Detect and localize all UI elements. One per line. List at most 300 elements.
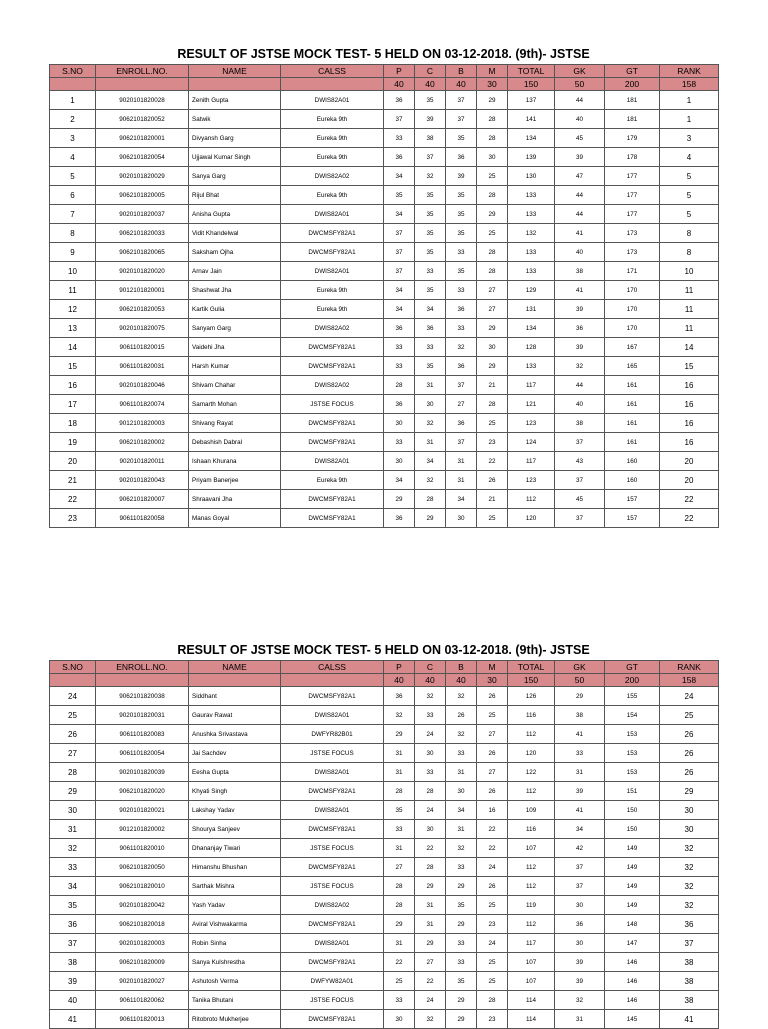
table-cell: Shashwat Jha: [189, 281, 281, 300]
table-cell: 122: [508, 763, 555, 782]
table-cell: 29: [477, 357, 508, 376]
table-cell: 107: [508, 953, 555, 972]
table-cell: 27: [415, 953, 446, 972]
table-cell: 121: [508, 395, 555, 414]
table-cell: 145: [605, 1010, 660, 1029]
table-cell: Eureka 9th: [281, 281, 384, 300]
table-cell: 26: [477, 687, 508, 706]
table-cell: 24: [415, 991, 446, 1010]
table-cell: 31: [384, 839, 415, 858]
table-cell: 20: [660, 471, 719, 490]
table-cell: 116: [508, 820, 555, 839]
table-cell: 35: [384, 801, 415, 820]
max-marks-cell: 150: [508, 78, 555, 91]
table-cell: 28: [477, 395, 508, 414]
table-cell: 5: [660, 167, 719, 186]
table-cell: 181: [605, 91, 660, 110]
table-cell: 146: [605, 972, 660, 991]
table-cell: 36: [555, 915, 605, 934]
table-cell: Divyansh Garg: [189, 129, 281, 148]
table-cell: 16: [477, 801, 508, 820]
table-cell: 11: [50, 281, 96, 300]
table-cell: 37: [555, 877, 605, 896]
table-cell: 33: [446, 953, 477, 972]
table-cell: Saksham Ojha: [189, 243, 281, 262]
table-cell: 129: [508, 281, 555, 300]
table-row: [50, 858, 719, 877]
table-cell: 133: [508, 262, 555, 281]
table-cell: 112: [508, 915, 555, 934]
table-cell: Shraavani Jha: [189, 490, 281, 509]
table-cell: 43: [555, 452, 605, 471]
table-cell: Manas Goyal: [189, 509, 281, 528]
table-cell: 29: [477, 205, 508, 224]
table-cell: 8: [50, 224, 96, 243]
table-cell: Debashish Dabral: [189, 433, 281, 452]
table-cell: 36: [660, 915, 719, 934]
table-cell: 134: [508, 129, 555, 148]
table-cell: 31: [446, 820, 477, 839]
table-cell: 137: [508, 91, 555, 110]
table-cell: 9061101820074: [96, 395, 189, 414]
table-cell: 36: [446, 357, 477, 376]
column-header: ENROLL.NO.: [96, 65, 189, 78]
table-cell: 157: [605, 509, 660, 528]
column-header: ENROLL.NO.: [96, 661, 189, 674]
table-cell: 28: [477, 243, 508, 262]
table-cell: 12: [50, 300, 96, 319]
table-cell: DWCMSFY82A1: [281, 953, 384, 972]
table-cell: 149: [605, 877, 660, 896]
table-cell: 39: [415, 110, 446, 129]
table-cell: 9020101820042: [96, 896, 189, 915]
table-cell: 4: [660, 148, 719, 167]
table-cell: Jai Sachdev: [189, 744, 281, 763]
table-cell: 28: [415, 782, 446, 801]
table-cell: DWIS82A02: [281, 896, 384, 915]
table-row: [50, 91, 719, 110]
table-cell: 36: [384, 319, 415, 338]
table-cell: 30: [415, 744, 446, 763]
table-cell: 33: [446, 858, 477, 877]
table-cell: 160: [605, 471, 660, 490]
table-cell: 37: [384, 243, 415, 262]
column-header: NAME: [189, 65, 281, 78]
table-row: [50, 877, 719, 896]
table-cell: 34: [50, 877, 96, 896]
table-cell: Priyam Banerjee: [189, 471, 281, 490]
table-cell: 1: [50, 91, 96, 110]
table-cell: 25: [477, 224, 508, 243]
table-cell: 9020101820029: [96, 167, 189, 186]
table-cell: 6: [50, 186, 96, 205]
max-marks-cell: [189, 674, 281, 687]
table-cell: 9062101820001: [96, 129, 189, 148]
table-cell: DWFYW82A01: [281, 972, 384, 991]
table-cell: Samarth Mohan: [189, 395, 281, 414]
table-cell: 120: [508, 509, 555, 528]
table-cell: 36: [555, 319, 605, 338]
table-cell: 30: [415, 820, 446, 839]
table-cell: 123: [508, 414, 555, 433]
table-cell: 9062101820007: [96, 490, 189, 509]
table-cell: 9020101820075: [96, 319, 189, 338]
table-cell: 24: [50, 687, 96, 706]
table-cell: 27: [50, 744, 96, 763]
max-marks-cell: [281, 674, 384, 687]
table-row: [50, 782, 719, 801]
table-cell: 28: [50, 763, 96, 782]
table-cell: 37: [384, 110, 415, 129]
table-cell: 33: [446, 934, 477, 953]
column-header: NAME: [189, 661, 281, 674]
table-cell: 173: [605, 243, 660, 262]
table-cell: 132: [508, 224, 555, 243]
table-cell: 35: [415, 205, 446, 224]
table-cell: 37: [555, 858, 605, 877]
table-cell: 133: [508, 357, 555, 376]
table-cell: 30: [384, 414, 415, 433]
table-cell: 9020101820037: [96, 205, 189, 224]
table-cell: 24: [415, 801, 446, 820]
table-row: [50, 395, 719, 414]
max-marks-cell: 50: [555, 78, 605, 91]
table-cell: 22: [50, 490, 96, 509]
column-header: P: [384, 65, 415, 78]
table-row: [50, 991, 719, 1010]
table-cell: 28: [384, 896, 415, 915]
table-cell: 19: [50, 433, 96, 452]
table-cell: 20: [50, 452, 96, 471]
table-cell: 34: [415, 452, 446, 471]
table-cell: 35: [415, 186, 446, 205]
table-cell: 1: [660, 91, 719, 110]
table-cell: DWCMSFY82A1: [281, 1010, 384, 1029]
table-cell: 35: [415, 224, 446, 243]
table-cell: 25: [477, 896, 508, 915]
table-cell: DWCMSFY82A1: [281, 433, 384, 452]
column-header: M: [477, 661, 508, 674]
table-cell: Ritobroto Mukherjee: [189, 1010, 281, 1029]
table-cell: 177: [605, 205, 660, 224]
table-cell: JSTSE FOCUS: [281, 991, 384, 1010]
table-cell: DWIS82A01: [281, 91, 384, 110]
table-cell: DWCMSFY82A1: [281, 509, 384, 528]
table-cell: 37: [555, 433, 605, 452]
table-cell: DWIS82A02: [281, 167, 384, 186]
result-section-1: [49, 44, 718, 528]
table-cell: 29: [415, 877, 446, 896]
table-cell: DWCMSFY82A1: [281, 687, 384, 706]
table-cell: 27: [477, 281, 508, 300]
table-cell: 38: [660, 991, 719, 1010]
table-cell: Sarthak Mishra: [189, 877, 281, 896]
table-cell: 25: [477, 414, 508, 433]
table-cell: 23: [50, 509, 96, 528]
table-row: [50, 915, 719, 934]
table-cell: 33: [555, 744, 605, 763]
table-cell: 29: [446, 915, 477, 934]
column-header: C: [415, 65, 446, 78]
max-marks-cell: [281, 78, 384, 91]
table-row: [50, 490, 719, 509]
table-cell: 42: [555, 839, 605, 858]
table-cell: 40: [555, 395, 605, 414]
table-cell: JSTSE FOCUS: [281, 395, 384, 414]
max-marks-cell: 30: [477, 674, 508, 687]
table-cell: 5: [660, 205, 719, 224]
table-cell: 30: [660, 801, 719, 820]
table-cell: 28: [477, 262, 508, 281]
column-header: TOTAL: [508, 65, 555, 78]
table-row: [50, 338, 719, 357]
table-cell: Anushka Srivastava: [189, 725, 281, 744]
table-cell: 116: [508, 706, 555, 725]
table-cell: 24: [477, 934, 508, 953]
table-row: [50, 262, 719, 281]
table-cell: 153: [605, 725, 660, 744]
table-cell: Siddhant: [189, 687, 281, 706]
result-title: RESULT OF JSTSE MOCK TEST- 5 HELD ON 03-12-2018. (9th)- JSTSE: [177, 643, 590, 657]
table-cell: Sanya Kulshrestha: [189, 953, 281, 972]
table-row: [50, 763, 719, 782]
table-row: [50, 281, 719, 300]
table-cell: DWCMSFY82A1: [281, 224, 384, 243]
table-row: [50, 471, 719, 490]
table-cell: 31: [446, 763, 477, 782]
table-cell: 29: [415, 509, 446, 528]
table-cell: 153: [605, 744, 660, 763]
max-marks-cell: 200: [605, 78, 660, 91]
table-row: [50, 934, 719, 953]
table-cell: DWCMSFY82A1: [281, 915, 384, 934]
table-row: [50, 186, 719, 205]
table-cell: 124: [508, 433, 555, 452]
table-cell: Shivang Rayat: [189, 414, 281, 433]
column-header: C: [415, 661, 446, 674]
table-cell: 29: [50, 782, 96, 801]
column-header: B: [446, 661, 477, 674]
table-cell: 9062101820033: [96, 224, 189, 243]
table-cell: 44: [555, 376, 605, 395]
table-cell: 9062101820009: [96, 953, 189, 972]
table-cell: 33: [384, 820, 415, 839]
table-cell: Lakshay Yadav: [189, 801, 281, 820]
table-cell: Eesha Gupta: [189, 763, 281, 782]
table-cell: 177: [605, 186, 660, 205]
table-cell: 29: [477, 319, 508, 338]
table-cell: JSTSE FOCUS: [281, 744, 384, 763]
table-cell: Himanshu Bhushan: [189, 858, 281, 877]
table-cell: 29: [446, 877, 477, 896]
table-cell: 157: [605, 490, 660, 509]
table-cell: 41: [555, 801, 605, 820]
table-cell: 9020101820003: [96, 934, 189, 953]
table-cell: 9020101820043: [96, 471, 189, 490]
table-cell: DWCMSFY82A1: [281, 338, 384, 357]
table-cell: 41: [50, 1010, 96, 1029]
table-cell: Dhananjay Tiwari: [189, 839, 281, 858]
table-cell: 26: [660, 744, 719, 763]
table-cell: 9062101820010: [96, 877, 189, 896]
table-cell: 33: [446, 319, 477, 338]
table-cell: Arnav Jain: [189, 262, 281, 281]
table-cell: 149: [605, 839, 660, 858]
table-cell: 39: [555, 300, 605, 319]
table-cell: 16: [660, 433, 719, 452]
table-cell: DWIS82A01: [281, 262, 384, 281]
table-cell: 38: [660, 972, 719, 991]
table-cell: 161: [605, 395, 660, 414]
table-cell: 36: [384, 91, 415, 110]
table-cell: 14: [50, 338, 96, 357]
table-cell: 35: [50, 896, 96, 915]
table-cell: 9020101820046: [96, 376, 189, 395]
table-cell: 32: [660, 896, 719, 915]
table-cell: 37: [384, 262, 415, 281]
table-cell: Eureka 9th: [281, 300, 384, 319]
column-header: CALSS: [281, 661, 384, 674]
table-row: [50, 205, 719, 224]
table-cell: 141: [508, 110, 555, 129]
column-header-row: [50, 661, 719, 674]
table-cell: 9062101820054: [96, 148, 189, 167]
table-cell: 107: [508, 839, 555, 858]
table-cell: 9061101820013: [96, 1010, 189, 1029]
table-cell: 33: [415, 706, 446, 725]
column-header: RANK: [660, 661, 719, 674]
table-cell: DWCMSFY82A1: [281, 243, 384, 262]
table-cell: 44: [555, 205, 605, 224]
table-row: [50, 414, 719, 433]
table-cell: 28: [384, 877, 415, 896]
max-marks-cell: 40: [446, 674, 477, 687]
table-cell: 30: [384, 452, 415, 471]
table-cell: 21: [477, 490, 508, 509]
table-cell: 119: [508, 896, 555, 915]
table-cell: 112: [508, 490, 555, 509]
table-cell: 40: [50, 991, 96, 1010]
table-cell: 33: [415, 338, 446, 357]
table-cell: JSTSE FOCUS: [281, 839, 384, 858]
max-marks-cell: [96, 78, 189, 91]
table-cell: 3: [50, 129, 96, 148]
table-cell: 9020101820021: [96, 801, 189, 820]
table-row: [50, 896, 719, 915]
table-cell: 27: [384, 858, 415, 877]
table-cell: 44: [555, 186, 605, 205]
table-cell: 33: [446, 744, 477, 763]
table-cell: 29: [384, 915, 415, 934]
table-cell: 35: [446, 972, 477, 991]
table-cell: 26: [477, 877, 508, 896]
table-cell: 39: [50, 972, 96, 991]
table-cell: 167: [605, 338, 660, 357]
table-cell: Vaidehi Jha: [189, 338, 281, 357]
table-cell: Gaurav Rawat: [189, 706, 281, 725]
table-cell: 37: [660, 934, 719, 953]
table-cell: 32: [446, 687, 477, 706]
table-cell: Harsh Kumar: [189, 357, 281, 376]
table-cell: 23: [477, 433, 508, 452]
table-cell: 22: [660, 490, 719, 509]
table-cell: 40: [555, 243, 605, 262]
table-cell: 27: [477, 725, 508, 744]
table-cell: 27: [446, 395, 477, 414]
table-cell: Eureka 9th: [281, 186, 384, 205]
table-cell: 35: [446, 205, 477, 224]
table-cell: 31: [446, 452, 477, 471]
table-cell: 8: [660, 243, 719, 262]
table-cell: 23: [477, 915, 508, 934]
table-cell: 9061101820062: [96, 991, 189, 1010]
table-cell: 15: [50, 357, 96, 376]
result-table: [49, 64, 719, 528]
table-cell: 8: [660, 224, 719, 243]
column-header: P: [384, 661, 415, 674]
table-cell: 9061101820054: [96, 744, 189, 763]
table-cell: 26: [50, 725, 96, 744]
table-cell: Ishaan Khurana: [189, 452, 281, 471]
table-cell: 117: [508, 376, 555, 395]
table-cell: 45: [555, 129, 605, 148]
table-cell: 181: [605, 110, 660, 129]
table-cell: 30: [660, 820, 719, 839]
table-cell: 146: [605, 953, 660, 972]
table-cell: 133: [508, 205, 555, 224]
table-cell: 35: [415, 243, 446, 262]
table-cell: Aviral Vishwakarma: [189, 915, 281, 934]
table-cell: 31: [555, 763, 605, 782]
table-cell: 25: [477, 706, 508, 725]
table-cell: Eureka 9th: [281, 110, 384, 129]
table-cell: 29: [446, 1010, 477, 1029]
table-cell: 9061101820015: [96, 338, 189, 357]
table-cell: 33: [384, 129, 415, 148]
table-cell: 13: [50, 319, 96, 338]
table-cell: 9020101820027: [96, 972, 189, 991]
table-cell: 35: [415, 91, 446, 110]
table-row: [50, 319, 719, 338]
table-cell: 35: [415, 357, 446, 376]
table-row: [50, 972, 719, 991]
table-cell: 30: [555, 934, 605, 953]
table-cell: 34: [415, 300, 446, 319]
table-cell: 161: [605, 376, 660, 395]
table-cell: 9061101820031: [96, 357, 189, 376]
table-cell: 32: [446, 839, 477, 858]
table-cell: 44: [555, 91, 605, 110]
table-cell: 37: [446, 110, 477, 129]
table-cell: 150: [605, 820, 660, 839]
table-cell: 161: [605, 414, 660, 433]
table-cell: 9012101820001: [96, 281, 189, 300]
table-cell: 32: [555, 991, 605, 1010]
table-cell: 155: [605, 687, 660, 706]
table-cell: 16: [660, 395, 719, 414]
max-marks-row: [50, 674, 719, 687]
table-cell: 14: [660, 338, 719, 357]
table-cell: 151: [605, 782, 660, 801]
max-marks-cell: 158: [660, 674, 719, 687]
max-marks-cell: 50: [555, 674, 605, 687]
table-cell: 160: [605, 452, 660, 471]
table-cell: DWIS82A01: [281, 452, 384, 471]
table-cell: 35: [446, 896, 477, 915]
table-cell: 10: [660, 262, 719, 281]
table-row: [50, 357, 719, 376]
table-cell: 30: [446, 782, 477, 801]
